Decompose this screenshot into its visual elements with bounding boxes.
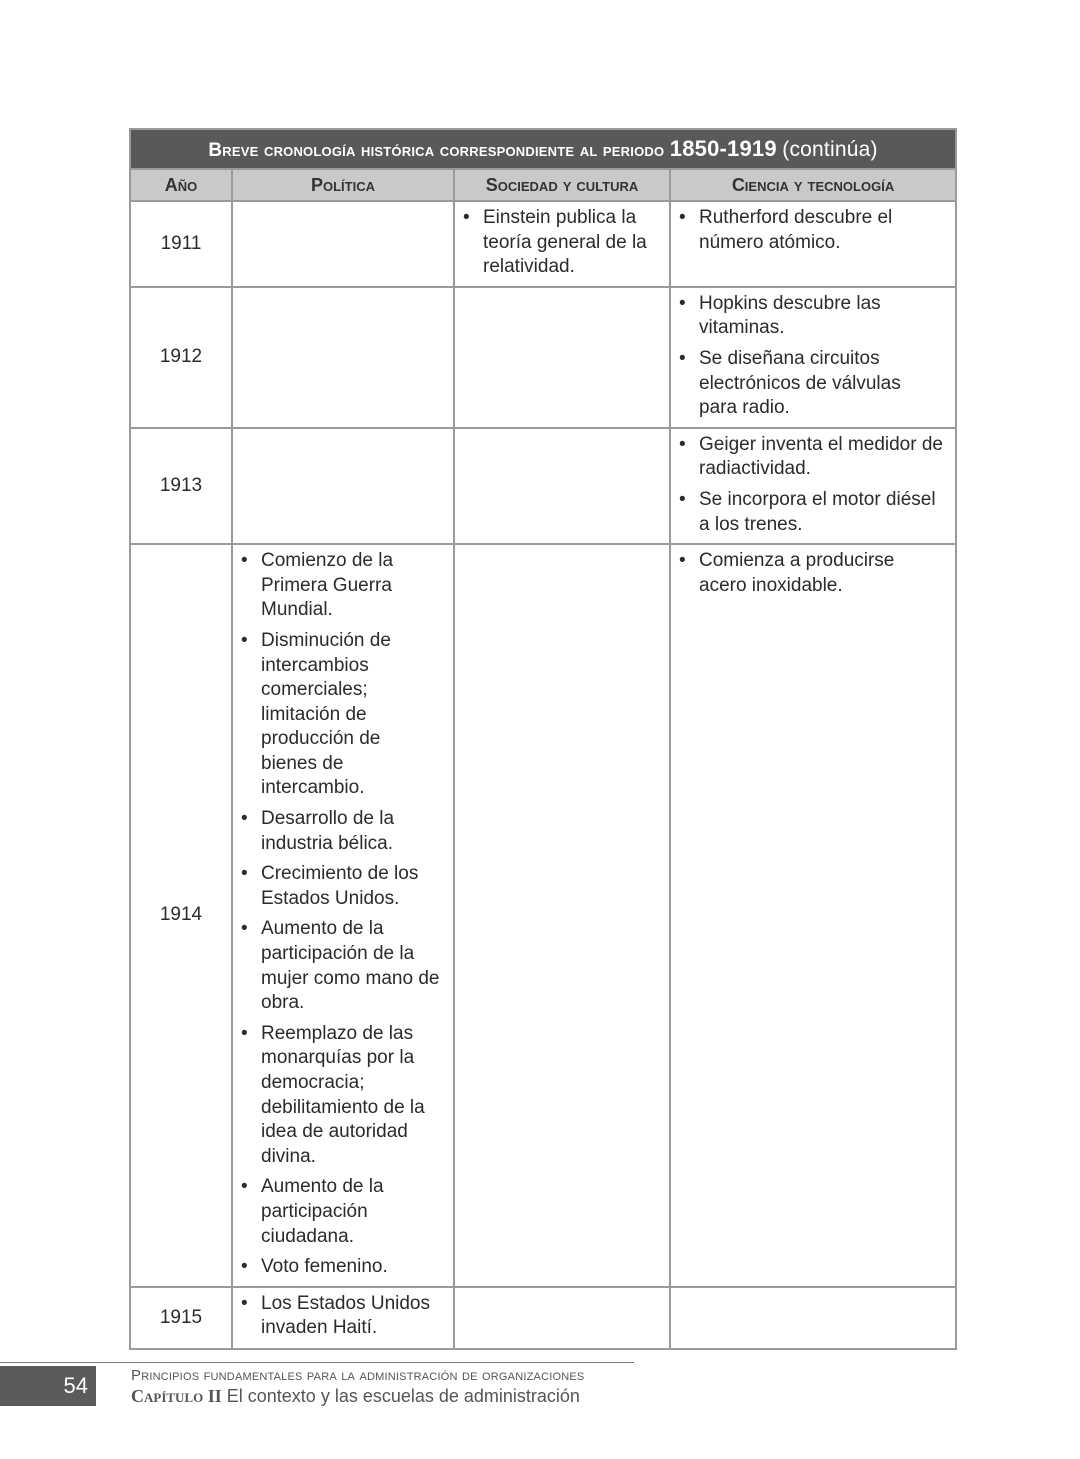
- table-title-note: (continúa): [782, 138, 878, 161]
- table-row: [130, 1287, 956, 1349]
- column-header-year: Año: [130, 169, 232, 201]
- table-title: [130, 129, 956, 169]
- year-cell: 1912: [130, 287, 232, 428]
- table-row: [130, 428, 956, 544]
- year-cell: 1914: [130, 544, 232, 1287]
- list-item: • Se incorpora el motor diésel a los trenes.: [699, 488, 943, 537]
- footer-chapter: [131, 1386, 580, 1407]
- list-item: • Geiger inventa el medidor de radiactividad.: [699, 433, 943, 482]
- list-item: • Voto femenino.: [261, 1255, 441, 1280]
- table-title-main: Breve cronología histórica correspondiente al periodo: [208, 140, 665, 161]
- society-cell: [454, 428, 670, 544]
- list-item: • Comienza a producirse acero inoxidable.: [699, 549, 943, 598]
- science-cell: [670, 544, 956, 1287]
- science-cell: [670, 1287, 956, 1349]
- society-cell: [454, 544, 670, 1287]
- footer-chapter-label: Capítulo II: [131, 1386, 222, 1406]
- column-header-society: Sociedad y cultura: [454, 169, 670, 201]
- table-row: [130, 201, 956, 287]
- politics-cell: [232, 1287, 454, 1349]
- list-item: • Desarrollo de la industria bélica.: [261, 807, 441, 856]
- year-cell: 1913: [130, 428, 232, 544]
- page-number: 54: [0, 1366, 96, 1406]
- list-item: • Hopkins descubre las vitaminas.: [699, 292, 943, 341]
- society-cell: [454, 1287, 670, 1349]
- list-item: • Se diseñana circuitos electrónicos de válvulas para radio.: [699, 347, 943, 421]
- society-cell: [454, 287, 670, 428]
- chronology-table: [129, 128, 957, 1350]
- politics-cell: [232, 428, 454, 544]
- list-item: • Rutherford descubre el número atómico.: [699, 206, 943, 255]
- column-header-politics: Política: [232, 169, 454, 201]
- list-item: • Aumento de la participación de la mujer como mano de obra.: [261, 917, 441, 1015]
- footer-book-title: Principios fundamentales para la administración de organizaciones: [131, 1367, 585, 1384]
- list-item: • Comienzo de la Primera Guerra Mundial.: [261, 549, 441, 623]
- column-header-science: Ciencia y tecnología: [670, 169, 956, 201]
- politics-cell: [232, 544, 454, 1287]
- list-item: • Los Estados Unidos invaden Haití.: [261, 1292, 441, 1341]
- list-item: • Einstein publica la teoría general de la relatividad.: [483, 206, 657, 280]
- politics-cell: [232, 287, 454, 428]
- table-row: [130, 544, 956, 1287]
- science-cell: [670, 287, 956, 428]
- society-cell: [454, 201, 670, 287]
- list-item: • Aumento de la participación ciudadana.: [261, 1175, 441, 1249]
- table-title-range: 1850-1919: [669, 136, 777, 161]
- table-row: [130, 287, 956, 428]
- science-cell: [670, 201, 956, 287]
- year-cell: 1915: [130, 1287, 232, 1349]
- list-item: • Disminución de intercambios comerciales; limitación de producción de bienes de intercambio.: [261, 629, 441, 801]
- list-item: • Crecimiento de los Estados Unidos.: [261, 862, 441, 911]
- footer-divider: [0, 1362, 634, 1363]
- politics-cell: [232, 201, 454, 287]
- science-cell: [670, 428, 956, 544]
- year-cell: 1911: [130, 201, 232, 287]
- footer-chapter-title: El contexto y las escuelas de administración: [226, 1386, 580, 1406]
- list-item: • Reemplazo de las monarquías por la democracia; debilitamiento de la idea de autoridad divina.: [261, 1022, 441, 1170]
